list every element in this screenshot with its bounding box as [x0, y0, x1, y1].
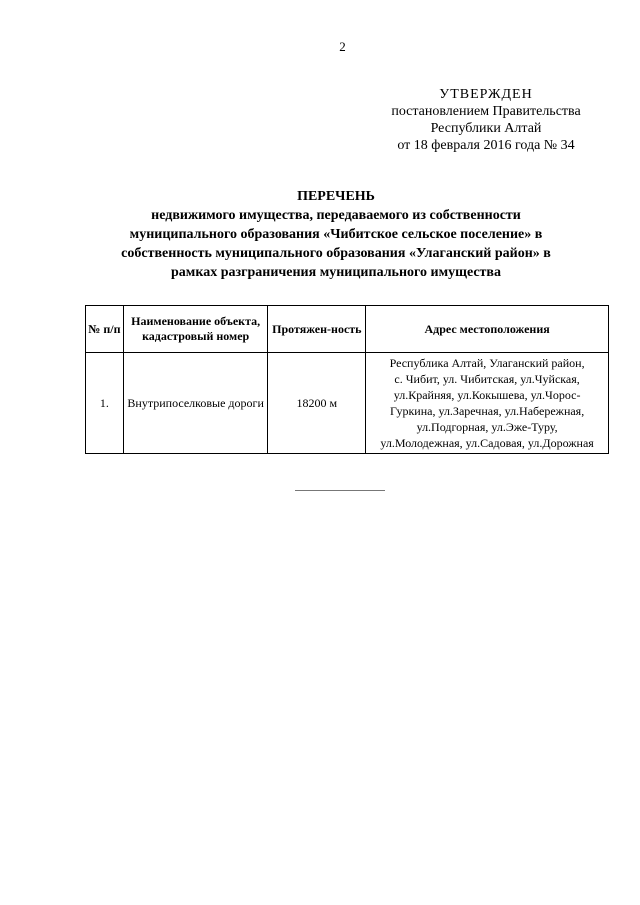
document-title	[60, 187, 612, 282]
approval-date: от 18 февраля 2016 года № 34	[397, 138, 575, 153]
address-line: с. Чибит, ул. Чибитская, ул.Чуйская,	[394, 372, 580, 386]
column-header-name: Наименование объекта, кадастровый номер	[123, 306, 268, 353]
column-header-length: Протяжен-ность	[268, 306, 366, 353]
address-line: Гуркина, ул.Заречная, ул.Набережная,	[389, 404, 585, 418]
address-line: Республика Алтай, Улаганский район,	[389, 356, 585, 370]
table-header-row	[86, 306, 609, 353]
cell-name: Внутрипоселковые дороги	[123, 353, 268, 454]
approval-line: Республики Алтай	[430, 121, 542, 136]
title-line: собственность муниципального образования «Улаганский район» в	[121, 246, 551, 261]
title-heading: ПЕРЕЧЕНЬ	[297, 189, 375, 204]
address-line: ул.Молодежная, ул.Садовая, ул.Дорожная	[380, 436, 594, 450]
cell-number: 1.	[86, 353, 124, 454]
address-line: ул.Подгорная, ул.Эже-Туру,	[416, 420, 558, 434]
title-line: муниципального образования «Чибитское сельское поселение» в	[129, 227, 543, 242]
approval-line: постановлением Правительства	[391, 104, 581, 119]
end-of-document-rule	[295, 490, 385, 491]
approval-heading: УТВЕРЖДЕН	[439, 87, 533, 102]
page-number: 2	[339, 39, 346, 54]
cell-length: 18200 м	[268, 353, 366, 454]
title-line: рамках разграничения муниципального имущества	[171, 265, 501, 280]
approval-stamp	[370, 86, 602, 154]
property-table	[85, 305, 609, 454]
table-row	[86, 353, 609, 454]
address-line: ул.Крайняя, ул.Кокышева, ул.Чорос-	[393, 388, 581, 402]
column-header-address: Адрес местоположения	[366, 306, 609, 353]
column-header-number: № п/п	[86, 306, 124, 353]
title-line: недвижимого имущества, передаваемого из собственности	[151, 208, 521, 223]
cell-address	[366, 353, 609, 454]
